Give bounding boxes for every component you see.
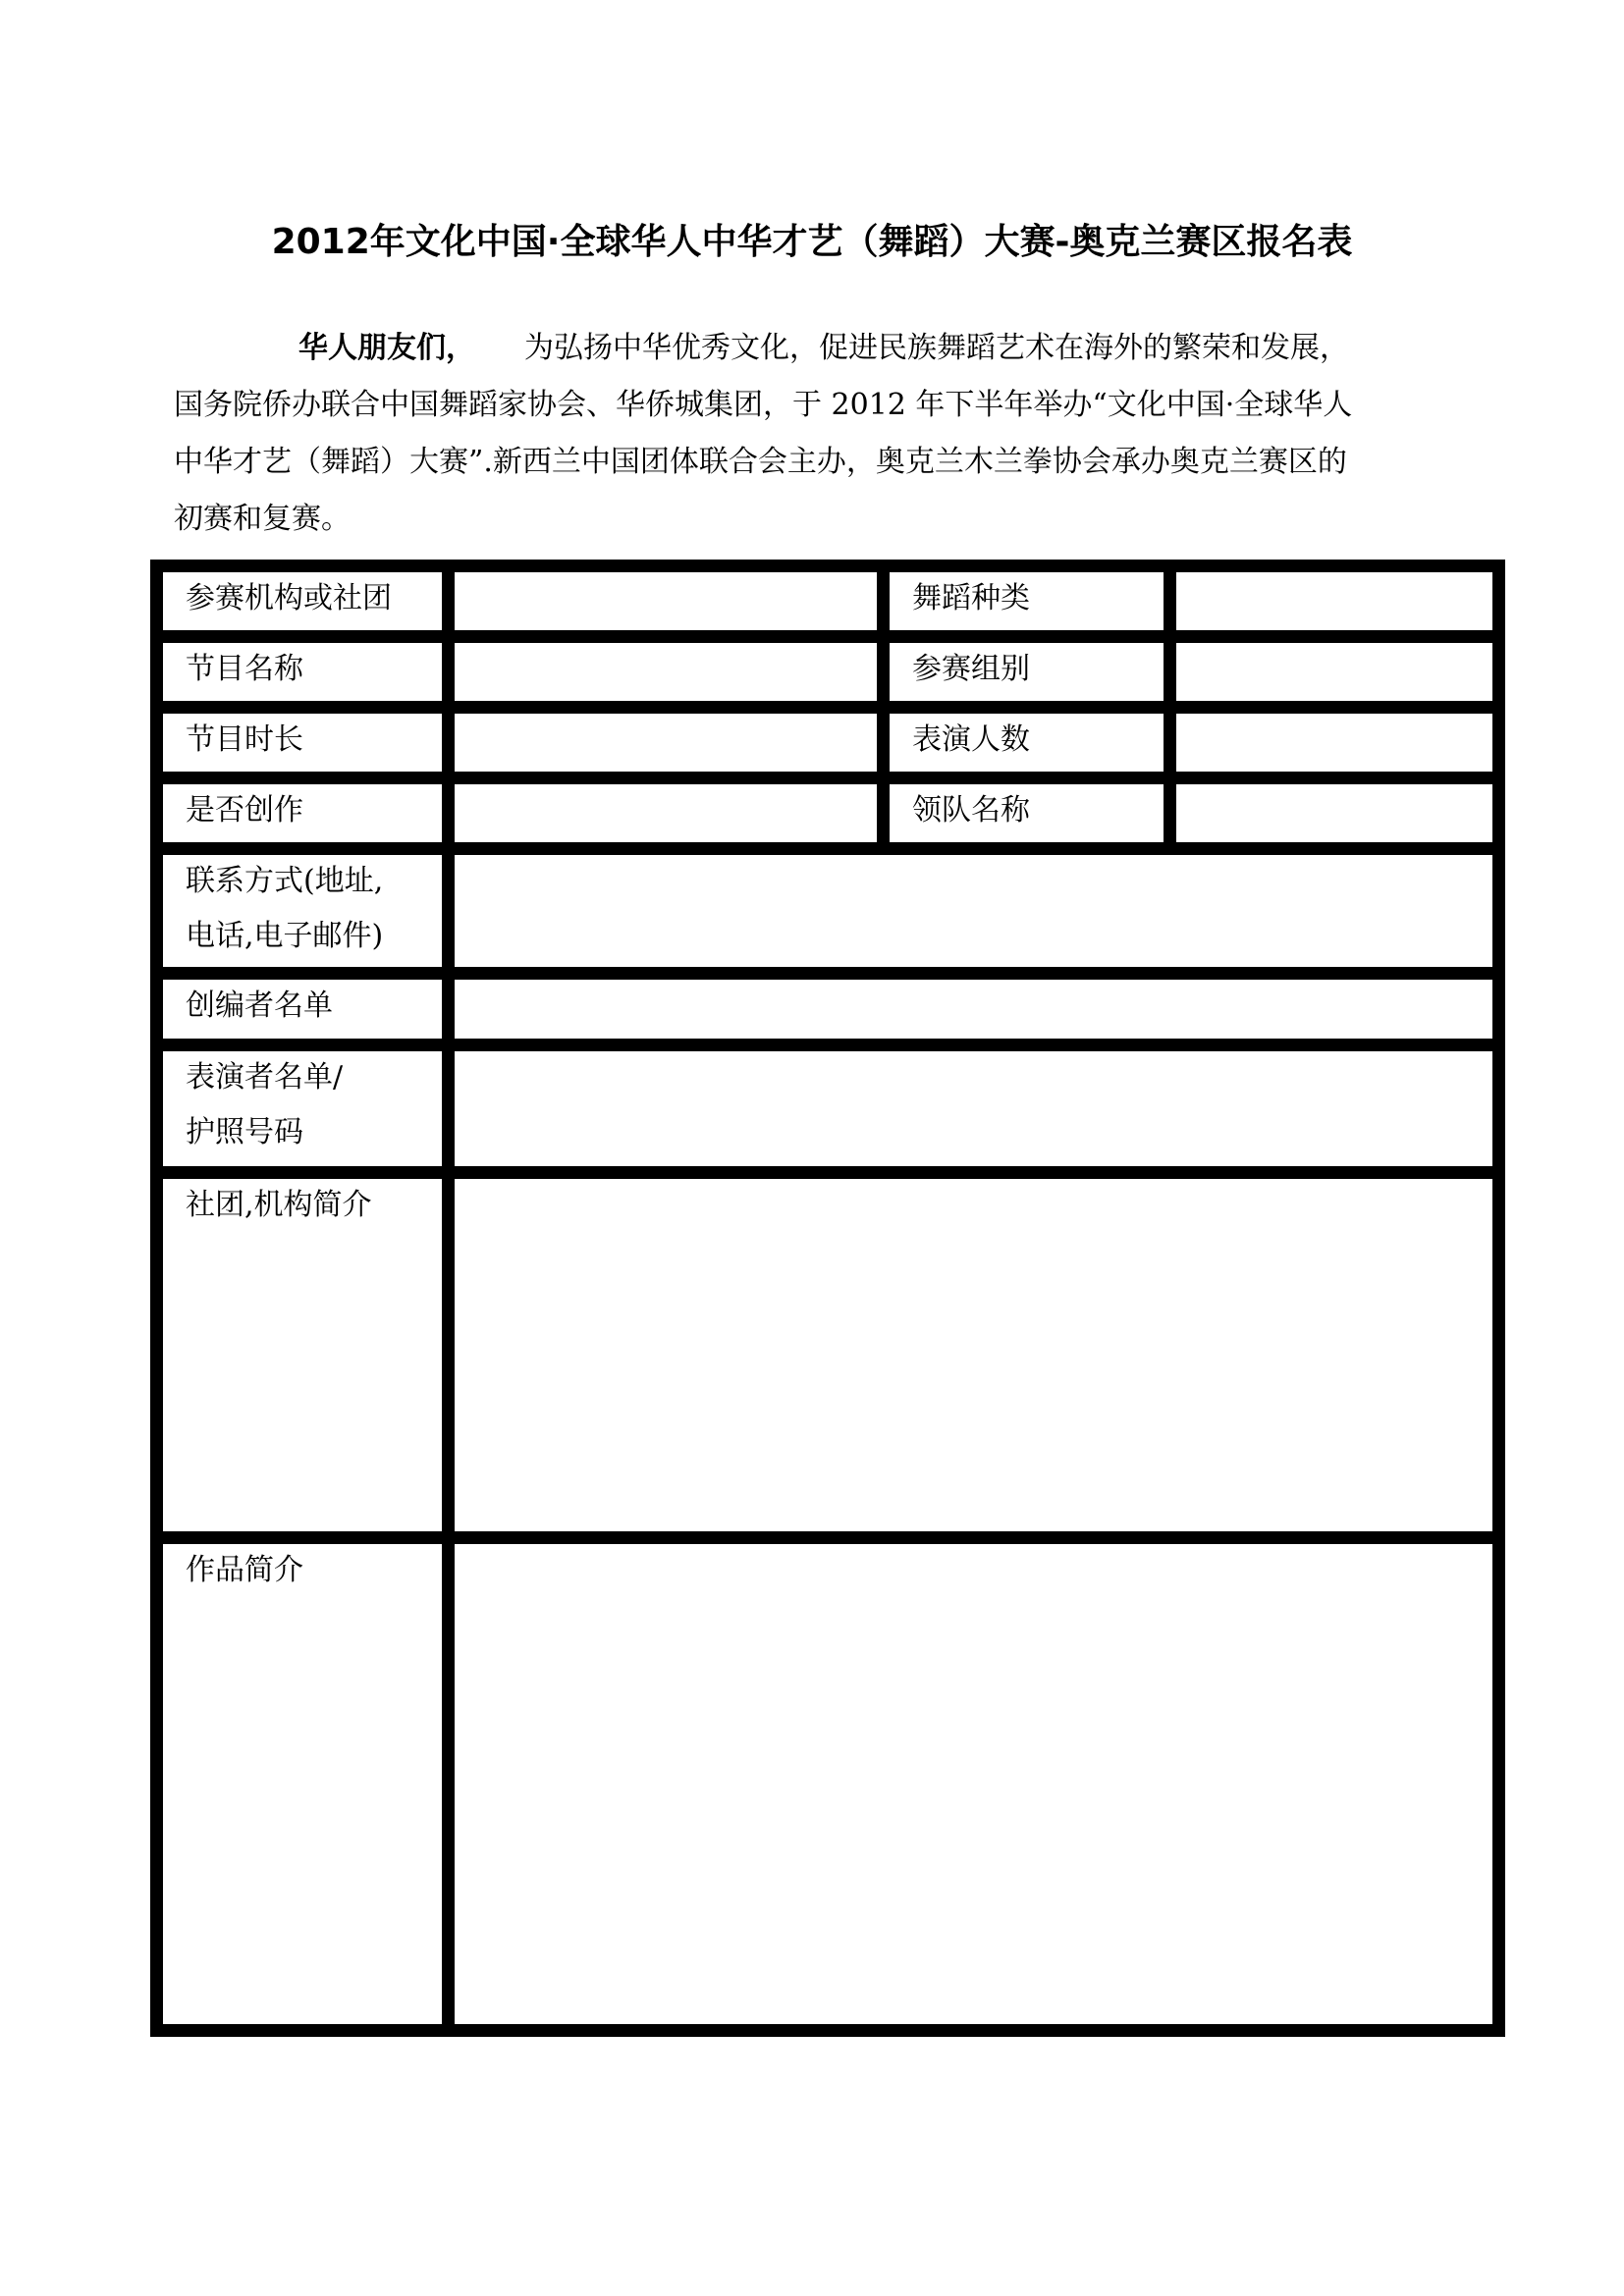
performers-field[interactable] (455, 1051, 1492, 1166)
intro-line-4: 初赛和复赛。 (174, 502, 351, 536)
competition-group-field[interactable] (1176, 643, 1492, 701)
label-cell-organization-intro: 社团,机构简介 (163, 1179, 442, 1531)
performer-count-field[interactable] (1176, 714, 1492, 772)
choreographers-field[interactable] (455, 980, 1492, 1039)
program-name-field[interactable] (455, 643, 877, 701)
organization-intro-field[interactable] (455, 1179, 1492, 1531)
label-cell-contact: 联系方式(地址, 电话,电子邮件) (163, 855, 442, 967)
label-cell-original-work: 是否创作 (163, 784, 442, 842)
work-intro-field[interactable] (455, 1544, 1492, 2024)
program-duration-field[interactable] (455, 714, 877, 772)
label-cell-competition-group: 参赛组别 (890, 643, 1164, 701)
label-cell-choreographers: 创编者名单 (163, 980, 442, 1039)
label-cell-work-intro: 作品简介 (163, 1544, 442, 2024)
form-title: 2012年文化中国·全球华人中华才艺（舞蹈）大赛-奥克兰赛区报名表 (271, 222, 1353, 262)
intro-line-1: 华人朋友们， 为弘扬中华优秀文化，促进民族舞蹈艺术在海外的繁荣和发展， (298, 331, 1349, 365)
contact-field[interactable] (455, 855, 1492, 967)
greeting: 华人朋友们， (298, 331, 475, 365)
label-cell-organization: 参赛机构或社团 (163, 572, 442, 630)
label-cell-performer-count: 表演人数 (890, 714, 1164, 772)
registration-form-table (150, 560, 1505, 2037)
intro-paragraph (174, 320, 1509, 548)
label-cell-program-duration: 节目时长 (163, 714, 442, 772)
team-leader-field[interactable] (1176, 784, 1492, 842)
intro-line-3: 中华才艺（舞蹈）大赛”.新西兰中国团体联合会主办，奥克兰木兰拳协会承办奥克兰赛区的 (174, 445, 1347, 479)
label-cell-program-name: 节目名称 (163, 643, 442, 701)
intro-line-2: 国务院侨办联合中国舞蹈家协会、华侨城集团，于 2012 年下半年举办“文化中国·全球华人 (174, 388, 1353, 422)
label-cell-team-leader: 领队名称 (890, 784, 1164, 842)
dance-type-field[interactable] (1176, 572, 1492, 630)
original-work-field[interactable] (455, 784, 877, 842)
label-cell-dance-type: 舞蹈种类 (890, 572, 1164, 630)
organization-field[interactable] (455, 572, 877, 630)
label-cell-performers: 表演者名单/ 护照号码 (163, 1051, 442, 1166)
